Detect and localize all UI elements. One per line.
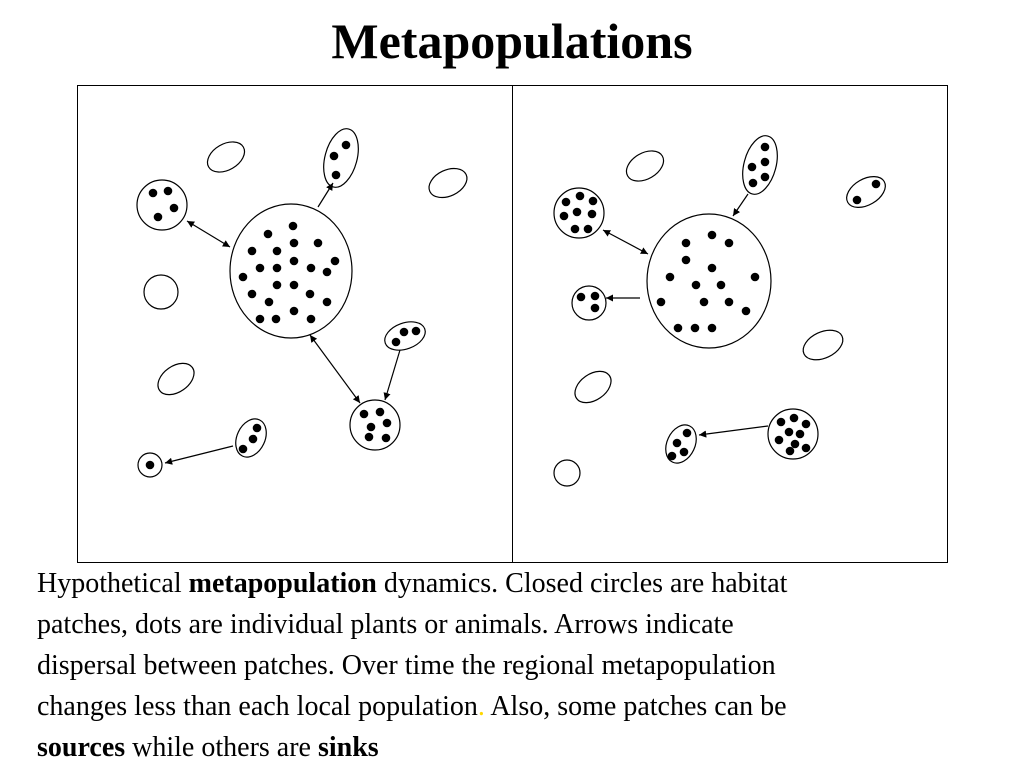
individual-dot (290, 307, 299, 316)
individual-dot (708, 264, 717, 273)
individual-dot (749, 179, 758, 188)
dispersal-arrow (733, 194, 748, 216)
metapopulation-diagram (77, 85, 948, 563)
individual-dot (777, 418, 786, 427)
individual-dot (682, 256, 691, 265)
individual-dot (717, 281, 726, 290)
individual-dot (682, 239, 691, 248)
individual-dot (691, 324, 700, 333)
individual-dot (342, 141, 351, 150)
individual-dot (673, 439, 682, 448)
individual-dot (367, 423, 376, 432)
patch-empty (152, 357, 200, 401)
individual-dot (742, 307, 751, 316)
patch-empty (569, 365, 617, 409)
patch-empty (424, 163, 471, 203)
dispersal-arrow (318, 183, 333, 207)
individual-dot (382, 434, 391, 443)
term-sinks: sinks (317, 732, 379, 763)
individual-dot (668, 452, 677, 461)
individual-dot (307, 264, 316, 273)
individual-dot (256, 315, 265, 324)
individual-dot (785, 428, 794, 437)
individual-dot (589, 197, 598, 206)
page-title: Metapopulations (331, 13, 693, 69)
individual-dot (853, 196, 862, 205)
individual-dot (273, 281, 282, 290)
individual-dot (248, 247, 257, 256)
individual-dot (248, 290, 257, 299)
individual-dot (170, 204, 179, 213)
patch-empty (554, 460, 580, 486)
dispersal-arrow (187, 221, 230, 247)
right-individuals (560, 143, 881, 461)
individual-dot (591, 304, 600, 313)
dispersal-arrow (385, 350, 400, 400)
accent-period: . (477, 691, 485, 722)
dispersal-arrow (165, 446, 233, 463)
patch-occupied (318, 125, 364, 191)
patch-occupied (137, 180, 187, 230)
individual-dot (786, 447, 795, 456)
caption-line-5: sources while others are sinks (37, 732, 379, 763)
patch-empty (144, 275, 178, 309)
panel-right (554, 132, 891, 486)
left-dispersal-arrows (165, 183, 400, 463)
individual-dot (306, 290, 315, 299)
term-metapopulation: metapopulation (188, 568, 377, 599)
individual-dot (796, 430, 805, 439)
individual-dot (560, 212, 569, 221)
individual-dot (400, 328, 409, 337)
individual-dot (323, 298, 332, 307)
individual-dot (573, 208, 582, 217)
individual-dot (154, 213, 163, 222)
individual-dot (872, 180, 881, 189)
individual-dot (314, 239, 323, 248)
individual-dot (562, 198, 571, 207)
individual-dot (708, 231, 717, 240)
individual-dot (290, 239, 299, 248)
caption (37, 563, 997, 768)
patch-occupied (350, 400, 400, 450)
individual-dot (680, 448, 689, 457)
individual-dot (273, 247, 282, 256)
individual-dot (571, 225, 580, 234)
individual-dot (149, 189, 158, 198)
individual-dot (584, 225, 593, 234)
individual-dot (708, 324, 717, 333)
individual-dot (683, 429, 692, 438)
individual-dot (330, 152, 339, 161)
caption-line-1: Hypothetical metapopulation dynamics. Closed circles are habitat (37, 568, 788, 599)
individual-dot (725, 239, 734, 248)
caption-line-2: patches, dots are individual plants or animals. Arrows indicate (37, 609, 734, 640)
caption-line-3: dispersal between patches. Over time the regional metapopulation (37, 650, 776, 681)
individual-dot (591, 292, 600, 301)
individual-dot (332, 171, 341, 180)
individual-dot (761, 173, 770, 182)
patch-occupied (841, 170, 890, 214)
dispersal-arrow (310, 335, 360, 403)
individual-dot (256, 264, 265, 273)
right-dispersal-arrows (603, 194, 768, 435)
individual-dot (748, 163, 757, 172)
individual-dot (239, 273, 248, 282)
individual-dot (751, 273, 760, 282)
individual-dot (249, 435, 258, 444)
individual-dot (790, 414, 799, 423)
dispersal-arrow (699, 426, 768, 435)
panel-left (137, 125, 472, 477)
individual-dot (264, 230, 273, 239)
individual-dot (761, 143, 770, 152)
patch-empty (798, 324, 847, 365)
individual-dot (253, 424, 262, 433)
individual-dot (239, 445, 248, 454)
individual-dot (392, 338, 401, 347)
individual-dot (289, 222, 298, 231)
individual-dot (265, 298, 274, 307)
individual-dot (802, 444, 811, 453)
individual-dot (164, 187, 173, 196)
individual-dot (290, 257, 299, 266)
individual-dot (791, 440, 800, 449)
individual-dot (412, 327, 421, 336)
individual-dot (331, 257, 340, 266)
individual-dot (365, 433, 374, 442)
patch-empty (202, 136, 250, 179)
individual-dot (577, 293, 586, 302)
left-individuals (146, 141, 421, 470)
individual-dot (323, 268, 332, 277)
individual-dot (725, 298, 734, 307)
individual-dot (272, 315, 281, 324)
individual-dot (290, 281, 299, 290)
individual-dot (775, 436, 784, 445)
patch-empty (621, 145, 669, 188)
patch-occupied (572, 286, 606, 320)
individual-dot (360, 410, 369, 419)
individual-dot (576, 192, 585, 201)
individual-dot (700, 298, 709, 307)
individual-dot (666, 273, 675, 282)
individual-dot (802, 420, 811, 429)
caption-line-4: changes less than each local population. Also, some patches can be (37, 691, 787, 722)
individual-dot (376, 408, 385, 417)
individual-dot (146, 461, 155, 470)
individual-dot (383, 419, 392, 428)
term-sources: sources (37, 732, 126, 763)
individual-dot (674, 324, 683, 333)
individual-dot (307, 315, 316, 324)
patch-occupied (737, 132, 783, 198)
individual-dot (273, 264, 282, 273)
individual-dot (761, 158, 770, 167)
individual-dot (588, 210, 597, 219)
individual-dot (692, 281, 701, 290)
individual-dot (657, 298, 666, 307)
dispersal-arrow (603, 230, 648, 254)
